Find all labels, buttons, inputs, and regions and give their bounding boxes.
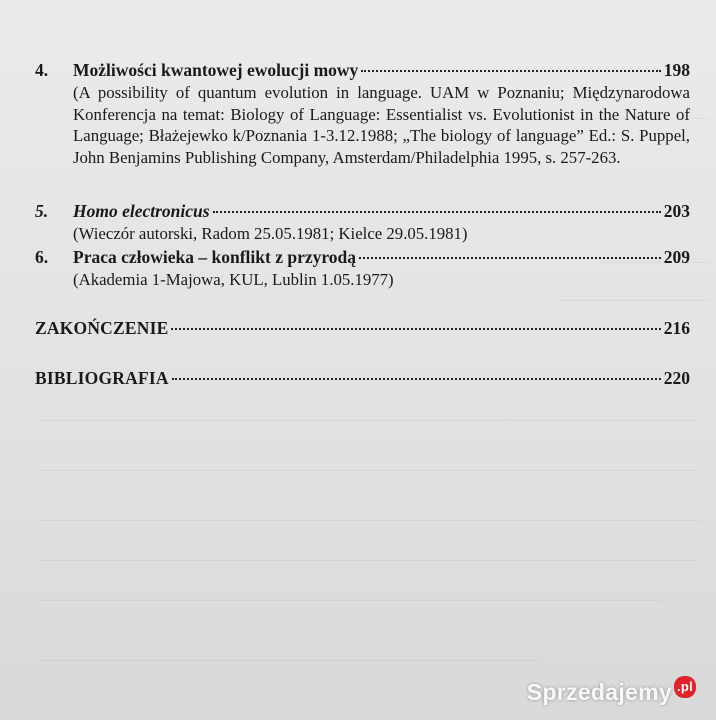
- entry-title: Możliwości kwantowej ewolucji mowy: [73, 60, 359, 80]
- entry-number: 4.: [35, 60, 49, 80]
- bleed-line: [40, 560, 700, 561]
- entry-title: Homo electronicus: [73, 201, 210, 221]
- watermark-text: Sprzedajemy: [526, 679, 672, 705]
- section-row: [35, 366, 690, 390]
- watermark-badge: .pl: [674, 676, 696, 698]
- toc-entry-5-heading: [35, 199, 690, 223]
- entry-page-number: 203: [663, 201, 690, 221]
- entry-title: Praca człowieka – konflikt z przyrodą: [73, 247, 357, 267]
- dot-leader: [172, 378, 661, 380]
- entry-page-number: 198: [663, 60, 690, 80]
- section-title: BIBLIOGRAFIA: [35, 368, 169, 388]
- entry-detail: (Wieczór autorski, Radom 25.05.1981; Kielce 29.05.1981): [73, 224, 468, 243]
- section-row: [35, 316, 690, 340]
- toc-entry-6-heading: [35, 245, 690, 269]
- bleed-line: [40, 470, 700, 471]
- dot-leader: [171, 328, 660, 330]
- dot-leader: [213, 211, 661, 213]
- toc-entry-6: [35, 245, 690, 291]
- entry-page-number: 209: [663, 247, 690, 267]
- toc-section-conclusion: [35, 316, 690, 340]
- watermark-logo: [527, 679, 696, 706]
- toc-entry-4-heading: [35, 58, 690, 82]
- entry-number: 5.: [35, 201, 49, 221]
- dot-leader: [359, 257, 661, 259]
- toc-entry-4: [35, 58, 690, 168]
- bleed-line: [40, 520, 700, 521]
- bleed-line: [40, 420, 700, 421]
- toc-section-bibliography: [35, 366, 690, 390]
- bleed-line: [40, 660, 540, 661]
- bleed-line: [40, 600, 660, 601]
- bleed-line: [560, 300, 710, 301]
- section-page-number: 216: [663, 318, 690, 338]
- entry-detail: (A possibility of quantum evolution in language. UAM w Poznaniu; Międzynarodowa Konferencja na temat: Biology of Language: Essentialist vs. Evolutionist in the Nature of Language; Błażejewko k/Poznania 1-3.12.1988; „The biology of language” Ed.: S. Puppel, John Benjamins Publishing Company, Amsterdam/Philadelphia 1995, s. 257-263.: [73, 83, 690, 167]
- dot-leader: [361, 70, 660, 72]
- entry-detail: (Akademia 1-Majowa, KUL, Lublin 1.05.1977): [73, 270, 394, 289]
- section-page-number: 220: [663, 368, 690, 388]
- entry-number: 6.: [35, 247, 49, 267]
- section-title: ZAKOŃCZENIE: [35, 318, 169, 338]
- toc-entry-5: [35, 199, 690, 245]
